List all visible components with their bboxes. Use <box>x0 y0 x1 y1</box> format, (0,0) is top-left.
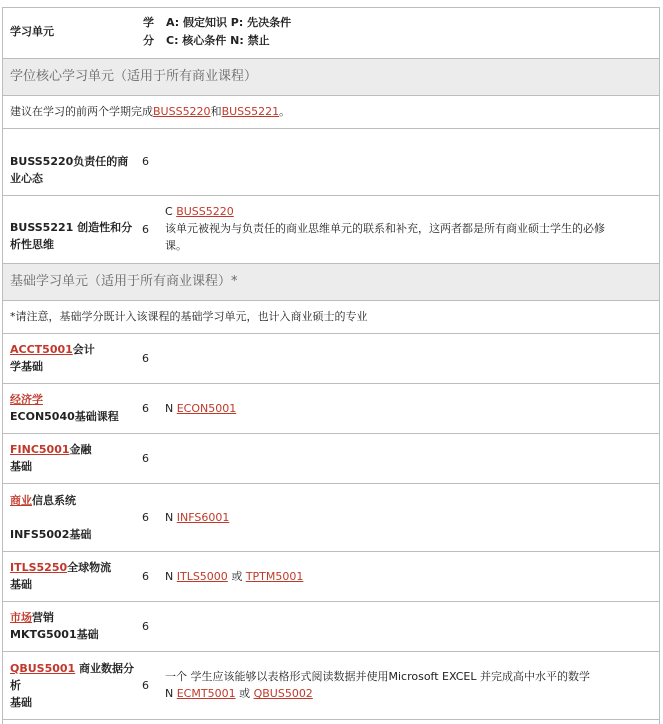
unit-name: MKTG5001基础 <box>10 628 99 641</box>
section-title: 基础学习单元（适用于所有商业课程）* <box>10 274 238 289</box>
row-divider <box>2 195 660 196</box>
unit-name <box>10 492 76 509</box>
unit-name <box>10 441 92 458</box>
row-divider <box>2 433 660 434</box>
row-divider <box>2 719 660 720</box>
row-divider <box>2 651 660 652</box>
condition-or: 或 <box>239 687 251 700</box>
unit-credits: 6 <box>142 570 149 583</box>
header-points-label: 学 <box>143 16 154 29</box>
section-note <box>10 103 290 120</box>
unit-name: BUSS5220负责任的商 <box>10 155 129 168</box>
unit-credits: 6 <box>142 352 149 365</box>
unit-credits: 6 <box>142 402 149 415</box>
unit-credits: 6 <box>142 679 149 692</box>
row-divider <box>2 58 660 59</box>
section-title: 学位核心学习单元（适用于所有商业课程） <box>10 69 258 84</box>
header-legend: A: 假定知识 P: 先决条件 <box>166 16 292 29</box>
unit-credits: 6 <box>142 452 149 465</box>
unit-link[interactable]: ITLS5250 <box>10 561 68 574</box>
row-divider <box>2 601 660 602</box>
unit-link[interactable]: ACCT5001 <box>10 343 73 356</box>
unit-description: 课。 <box>165 239 187 252</box>
unit-link[interactable]: 经济学 <box>10 393 43 406</box>
unit-assumed-knowledge: 一个 学生应该能够以表格形式阅读数据并使用Microsoft EXCEL 并完成高中水平的数学 <box>165 670 590 683</box>
table-border-left <box>2 7 3 724</box>
unit-name-rest: 会计 <box>72 343 95 356</box>
unit-name <box>10 609 54 626</box>
unit-name-rest: 金融 <box>69 443 92 456</box>
unit-link[interactable]: 商业 <box>10 494 32 507</box>
unit-link[interactable]: QBUS5001 <box>10 662 76 675</box>
unit-link[interactable]: ITLS5000 <box>176 570 228 583</box>
unit-name-rest: 全球物流 <box>67 561 112 574</box>
row-divider <box>2 7 660 8</box>
note-text: 。 <box>279 105 291 118</box>
unit-conditions <box>165 685 313 702</box>
table-border-right <box>659 7 660 724</box>
unit-name: 基础 <box>10 578 32 591</box>
unit-name: BUSS5221 创造性和分 <box>10 221 133 234</box>
row-divider <box>2 95 660 96</box>
unit-name <box>10 660 134 677</box>
unit-link[interactable]: ECMT5001 <box>176 687 236 700</box>
condition-code: N <box>165 687 174 700</box>
row-divider <box>2 483 660 484</box>
row-divider <box>2 263 660 264</box>
row-divider <box>2 551 660 552</box>
condition-code: N <box>165 511 174 524</box>
condition-code: C <box>165 205 173 218</box>
unit-link[interactable]: BUSS5221 <box>221 105 280 118</box>
unit-link[interactable]: ECON5001 <box>176 402 237 415</box>
unit-link[interactable]: QBUS5002 <box>253 687 313 700</box>
unit-name: 基础 <box>10 460 32 473</box>
unit-name: 基础 <box>10 696 32 709</box>
unit-conditions <box>165 568 303 585</box>
header-legend: C: 核心条件 N: 禁止 <box>166 34 270 47</box>
unit-link[interactable]: FINC5001 <box>10 443 70 456</box>
row-divider <box>2 128 660 129</box>
note-text: 和 <box>210 105 222 118</box>
unit-link[interactable]: INFS6001 <box>176 511 230 524</box>
header-points-label: 分 <box>143 34 154 47</box>
unit-conditions <box>165 400 236 417</box>
unit-name-rest: 商业数据分 <box>75 662 135 675</box>
unit-name-rest: 营销 <box>32 611 54 624</box>
unit-name: 析 <box>10 679 21 692</box>
note-text: 建议在学习的前两个学期完成 <box>10 105 153 118</box>
unit-name-rest: 信息系统 <box>32 494 76 507</box>
unit-conditions <box>165 509 229 526</box>
unit-description: 该单元被视为与负责任的商业思维单元的联系和补充，这两者都是所有商业硕士学生的必修 <box>165 222 605 235</box>
unit-name <box>10 559 111 576</box>
unit-link[interactable]: BUSS5220 <box>176 205 234 218</box>
row-divider <box>2 383 660 384</box>
row-divider <box>2 333 660 334</box>
unit-credits: 6 <box>142 511 149 524</box>
unit-credits: 6 <box>142 223 149 236</box>
unit-link[interactable]: TPTM5001 <box>245 570 304 583</box>
header-unit-label: 学习单元 <box>10 25 54 38</box>
row-divider <box>2 300 660 301</box>
unit-conditions <box>165 203 234 220</box>
section-note: *请注意，基础学分既计入该课程的基础学习单元，也计入商业硕士的专业 <box>10 310 368 323</box>
unit-credits: 6 <box>142 155 149 168</box>
unit-name: 析性思维 <box>10 238 54 251</box>
condition-or: 或 <box>231 570 243 583</box>
condition-code: N <box>165 402 174 415</box>
unit-name <box>10 341 95 358</box>
condition-code: N <box>165 570 174 583</box>
unit-link[interactable]: BUSS5220 <box>153 105 211 118</box>
unit-name: INFS5002基础 <box>10 528 92 541</box>
unit-link[interactable]: 市场 <box>10 611 32 624</box>
unit-name <box>10 391 43 408</box>
unit-credits: 6 <box>142 620 149 633</box>
unit-name: 业心态 <box>10 172 43 185</box>
unit-name: 学基础 <box>10 360 43 373</box>
unit-name: ECON5040基础课程 <box>10 410 119 423</box>
